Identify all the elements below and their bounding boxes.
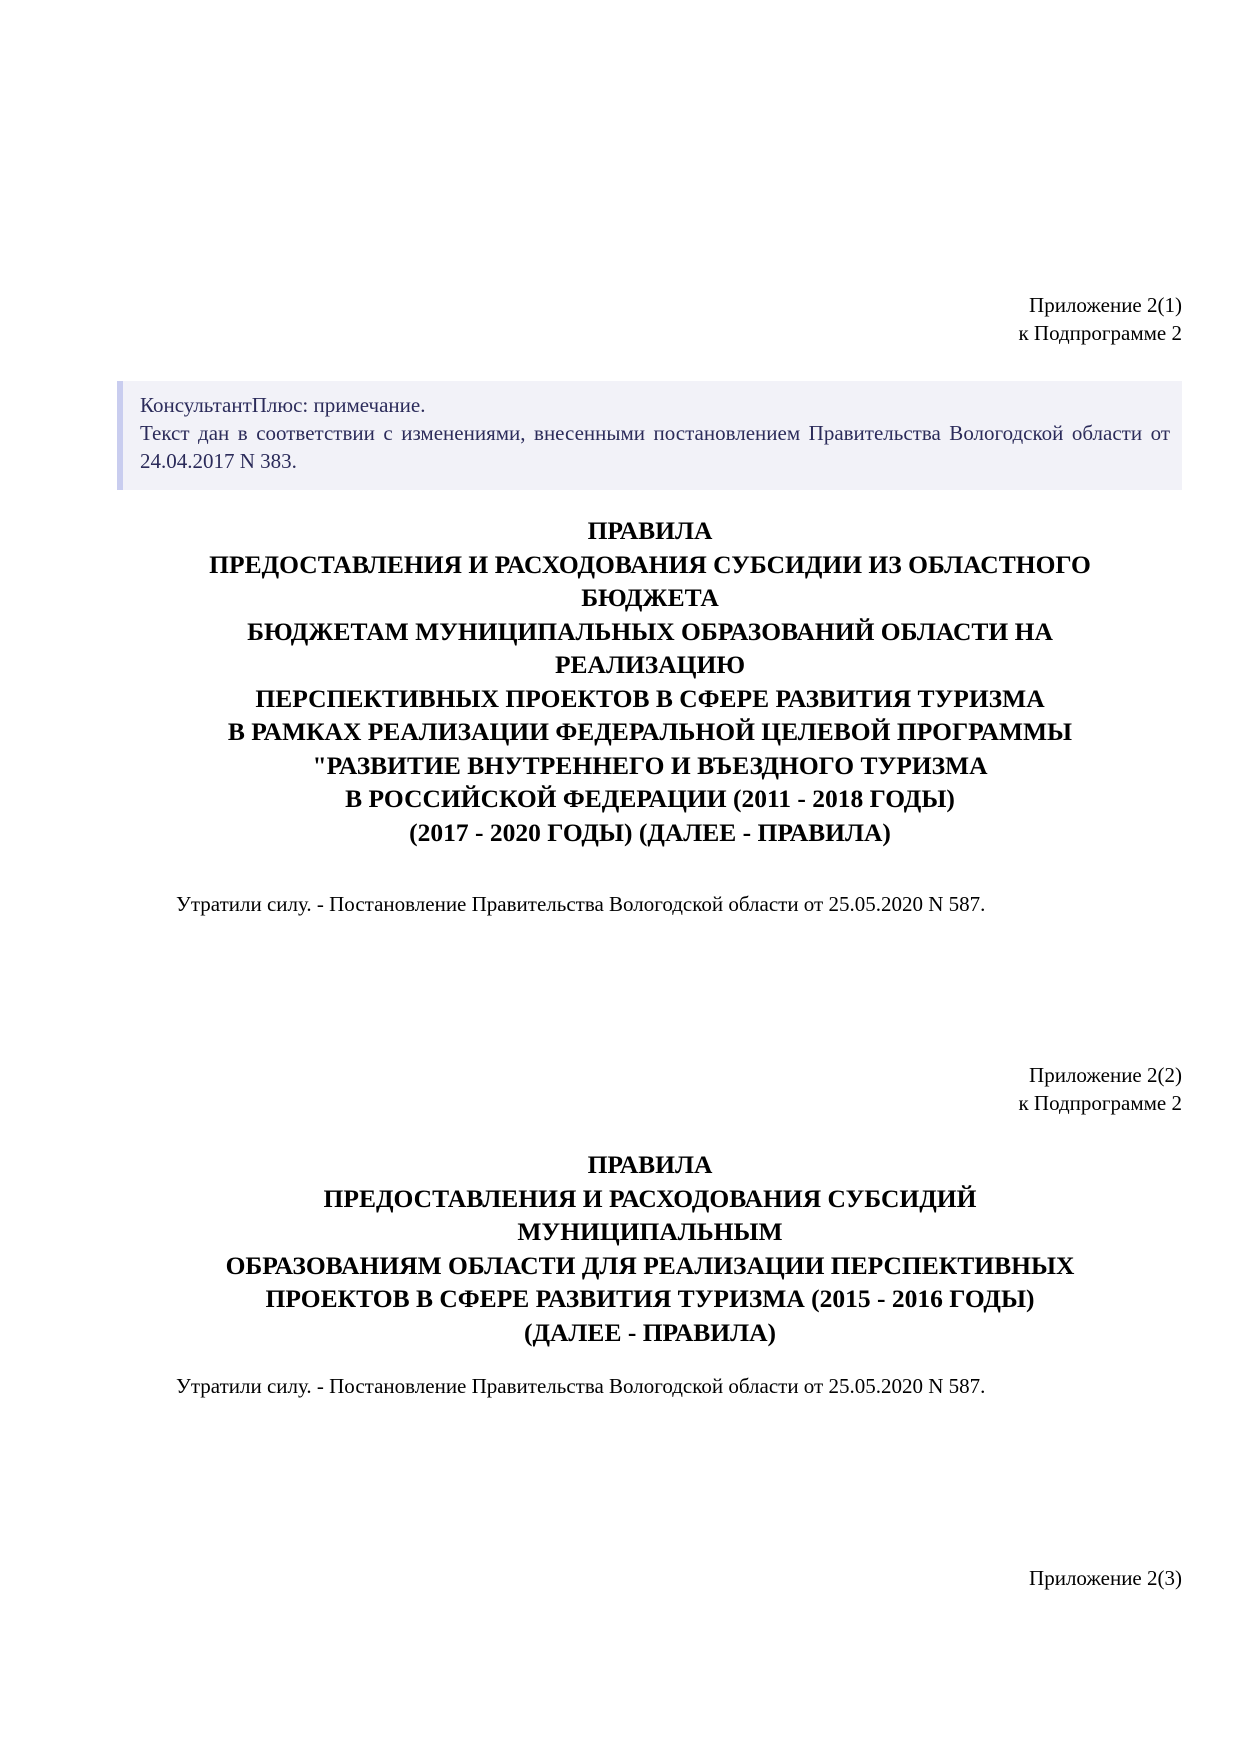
repeal-note-2-2: Утратили силу. - Постановление Правительства Вологодской области от 25.05.2020 N 587.: [176, 1374, 986, 1398]
title-line: БЮДЖЕТА: [581, 583, 719, 612]
appendix-reference-2-3: [1029, 1564, 1182, 1592]
title-line: (ДАЛЕЕ - ПРАВИЛА): [523, 1317, 777, 1347]
title-line: ПРОЕКТОВ В СФЕРЕ РАЗВИТИЯ ТУРИЗМА (2015 - 2016 ГОДЫ): [265, 1284, 1035, 1313]
rules-title-2-1: [120, 514, 1180, 849]
title-line: БЮДЖЕТАМ МУНИЦИПАЛЬНЫХ ОБРАЗОВАНИЙ ОБЛАСТИ НА: [247, 616, 1053, 646]
note-body: Текст дан в соответствии с изменениями, внесенными постановлением Правительства Вологодской области от 24.04.2017 N 383.: [140, 421, 1170, 473]
repeal-note-2-1: Утратили силу. - Постановление Правительства Вологодской области от 25.05.2020 N 587.: [176, 892, 986, 916]
title-line: "РАЗВИТИЕ ВНУТРЕННЕГО И ВЪЕЗДНОГО ТУРИЗМА: [312, 750, 988, 780]
appendix-subprogram: к Подпрограмме 2: [1018, 321, 1182, 345]
consultant-note: [117, 381, 1182, 490]
title-line: ПРАВИЛА: [587, 516, 713, 545]
appendix-number: Приложение 2(1): [1029, 293, 1182, 317]
appendix-subprogram: к Подпрограмме 2: [1018, 1091, 1182, 1115]
title-line: ПРЕДОСТАВЛЕНИЯ И РАСХОДОВАНИЯ СУБСИДИЙ: [323, 1183, 977, 1213]
rules-title-2-2: [120, 1148, 1180, 1349]
appendix-number: Приложение 2(3): [1029, 1566, 1182, 1590]
title-line: ОБРАЗОВАНИЯМ ОБЛАСТИ ДЛЯ РЕАЛИЗАЦИИ ПЕРСПЕКТИВНЫХ: [225, 1250, 1075, 1280]
appendix-number: Приложение 2(2): [1029, 1063, 1182, 1087]
title-line: В РОССИЙСКОЙ ФЕДЕРАЦИИ (2011 - 2018 ГОДЫ): [345, 784, 955, 813]
note-heading: КонсультантПлюс: примечание.: [140, 393, 426, 417]
appendix-reference-2-1: [1018, 291, 1182, 347]
title-line: (2017 - 2020 ГОДЫ) (ДАЛЕЕ - ПРАВИЛА): [409, 817, 891, 847]
title-line: РЕАЛИЗАЦИЮ: [554, 650, 746, 679]
title-line: ПРЕДОСТАВЛЕНИЯ И РАСХОДОВАНИЯ СУБСИДИИ ИЗ ОБЛАСТНОГО: [209, 549, 1091, 579]
title-line: ПРАВИЛА: [587, 1150, 713, 1179]
title-line: В РАМКАХ РЕАЛИЗАЦИИ ФЕДЕРАЛЬНОЙ ЦЕЛЕВОЙ ПРОГРАММЫ: [227, 717, 1073, 746]
appendix-reference-2-2: [1018, 1061, 1182, 1117]
title-line: ПЕРСПЕКТИВНЫХ ПРОЕКТОВ В СФЕРЕ РАЗВИТИЯ ТУРИЗМА: [255, 683, 1045, 713]
title-line: МУНИЦИПАЛЬНЫМ: [517, 1217, 783, 1246]
